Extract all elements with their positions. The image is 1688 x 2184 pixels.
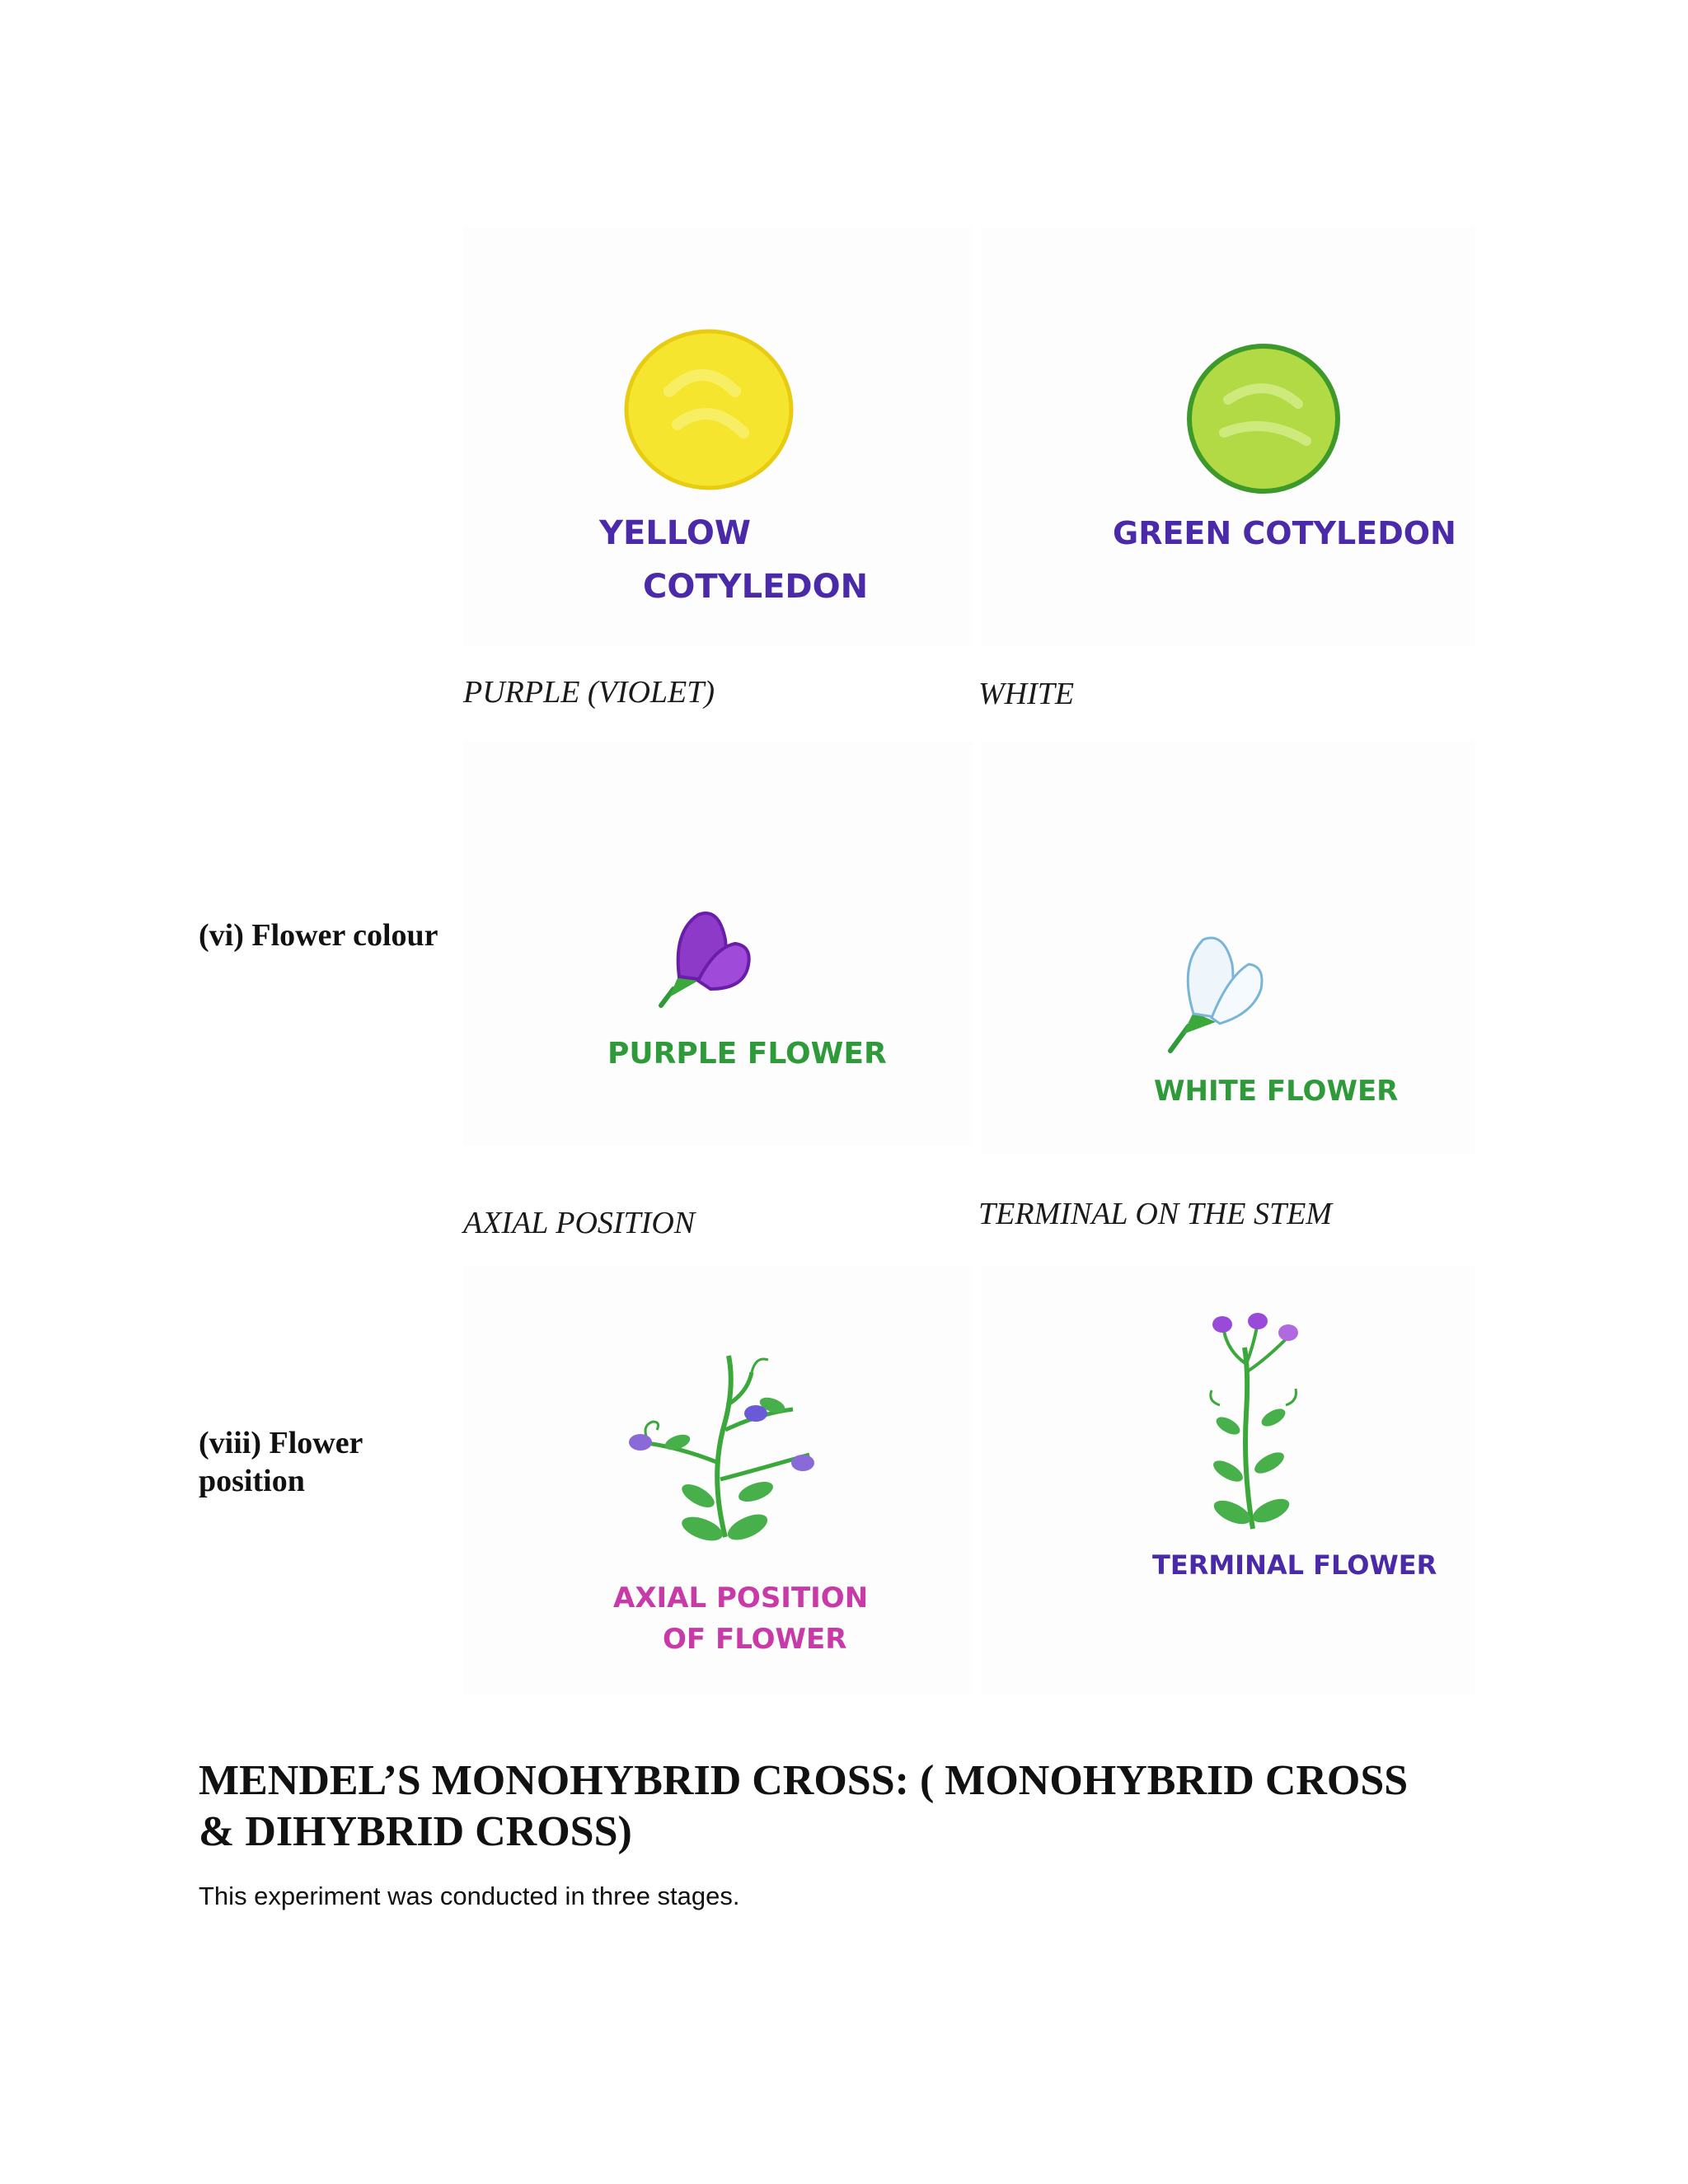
row-label-flower-colour: (vi) Flower colour [199,918,438,953]
caption-terminal-on-stem: TERMINAL ON THE STEM [978,1197,1332,1231]
section-heading-line2: & DIHYBRID CROSS) [199,1808,632,1855]
section-heading-line1: MENDEL’S MONOHYBRID CROSS: ( MONOHYBRID CROSS [199,1757,1409,1804]
axial-position-label-line1: AXIAL POSITION [613,1582,869,1615]
yellow-cotyledon-label-line2: COTYLEDON [643,568,869,606]
axial-flower-image [463,1265,973,1694]
caption-purple-violet: PURPLE (VIOLET) [463,675,715,710]
row-label-flower-position-line1: (viii) Flower [199,1426,363,1460]
section-paragraph: This experiment was conducted in three stages. [199,1882,740,1910]
caption-axial-position: AXIAL POSITION [463,1206,696,1240]
white-flower-image [981,742,1475,1154]
yellow-seed-drawing [463,227,973,647]
row-label-flower-position-line2: position [199,1464,305,1498]
terminal-plant-drawing [981,1265,1475,1694]
purple-flower-image [463,742,973,1146]
axial-plant-drawing [463,1265,973,1694]
row-label-flower-position [199,1424,363,1500]
axial-position-label-line2: OF FLOWER [663,1623,847,1656]
section-heading [199,1755,1600,1858]
white-flower-drawing [981,742,1475,1154]
terminal-flower-label: TERMINAL FLOWER [1152,1549,1437,1581]
green-cotyledon-label: GREEN COTYLEDON [1113,515,1456,551]
yellow-cotyledon-image [463,227,973,647]
terminal-flower-image [981,1265,1475,1694]
caption-white: WHITE [978,677,1075,711]
green-cotyledon-image [981,227,1475,647]
purple-flower-label: PURPLE FLOWER [607,1037,887,1071]
white-flower-label: WHITE FLOWER [1154,1075,1399,1108]
purple-flower-drawing [463,742,973,1146]
green-seed-drawing [981,227,1475,647]
yellow-cotyledon-label-line1: YELLOW [599,514,751,552]
